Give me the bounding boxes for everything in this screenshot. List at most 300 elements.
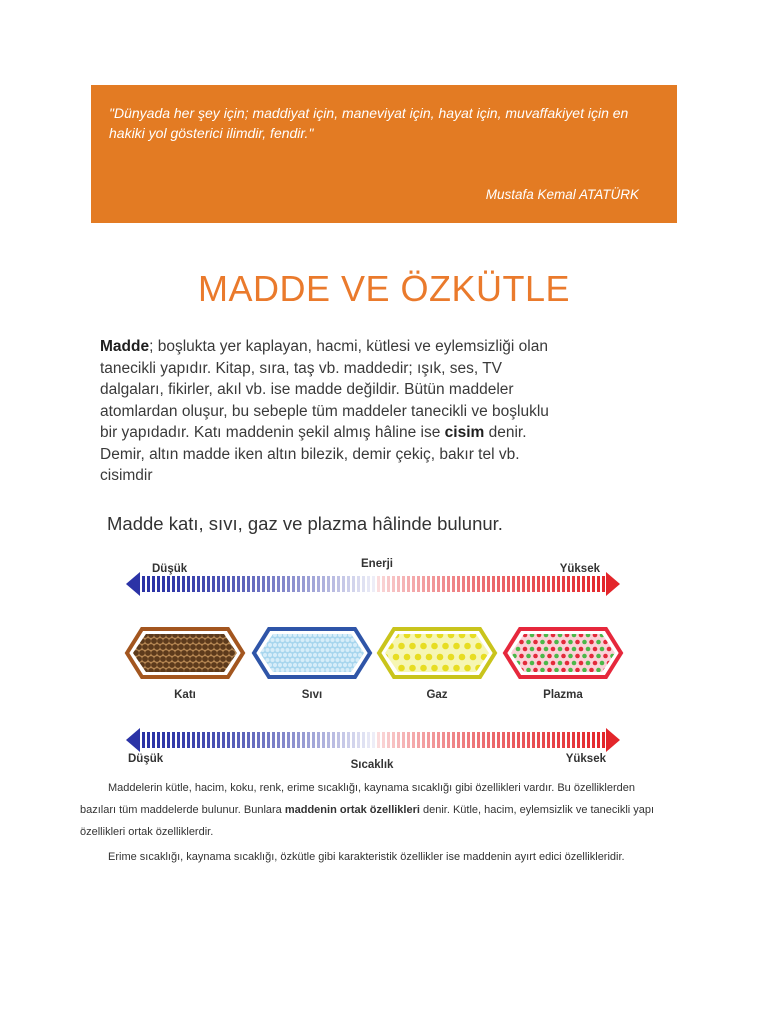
state-kati-particle — [190, 656, 196, 662]
state-sivi-particle — [323, 663, 327, 667]
state-sivi-particle — [296, 658, 300, 662]
temperature-arrow-stripe — [537, 732, 540, 748]
state-sivi-particle — [288, 663, 292, 667]
state-kati-particle — [139, 650, 145, 656]
temperature-arrow-stripe — [522, 732, 525, 748]
energy-arrow-stripe — [587, 576, 590, 592]
temperature-arrow-stripe — [297, 732, 300, 748]
temperature-high-label: Yüksek — [565, 753, 606, 765]
energy-arrow-stripe — [597, 576, 600, 592]
temperature-arrow-stripe — [337, 732, 340, 748]
state-kati-particle — [214, 656, 220, 662]
state-plazma-particle — [596, 668, 601, 673]
temperature-arrow-stripe — [602, 732, 605, 748]
state-sivi-particle — [341, 658, 345, 662]
state-kati-particle — [217, 638, 223, 644]
state-shapes — [127, 629, 621, 677]
term-ortak-ozellikler: maddenin ortak özellikleri — [284, 804, 420, 816]
energy-arrow-stripe — [337, 576, 340, 592]
temperature-arrow-stripe — [462, 732, 465, 748]
energy-arrow-stripe — [377, 576, 380, 592]
state-kati-particle — [181, 662, 187, 668]
temperature-arrow-stripe — [362, 732, 365, 748]
state-sivi-particle — [318, 643, 322, 647]
state-sivi-particle — [333, 663, 337, 667]
energy-arrow-stripe — [542, 576, 545, 592]
state-sivi-particle — [306, 658, 310, 662]
state-sivi-particle — [283, 663, 287, 667]
temperature-arrow-stripe — [597, 732, 600, 748]
state-gaz-particle — [393, 654, 400, 661]
state-sivi-particle — [341, 638, 345, 642]
state-sivi-particle — [271, 658, 275, 662]
state-plazma-particle — [530, 647, 535, 652]
state-sivi-particle — [273, 643, 277, 647]
state-plazma-particle — [596, 654, 601, 659]
energy-arrow-stripe — [362, 576, 365, 592]
temperature-arrow-stripe — [507, 732, 510, 748]
para1-text-1: Maddelerin kütle, hacim, koku, renk, erime sıcaklığı, kaynama sıcaklığı gibi özellikleri vardır. Bu özelliklerden bazıları tüm maddelerde bulunur. Bunlara — [80, 782, 636, 816]
energy-arrow-stripe — [487, 576, 490, 592]
term-madde: Madde — [100, 338, 150, 355]
state-plazma-particle — [582, 654, 587, 659]
state-plazma-particle — [547, 654, 552, 659]
temperature-arrow-stripe — [237, 732, 240, 748]
energy-arrow-stripe — [367, 576, 370, 592]
state-sivi-particle — [306, 668, 310, 672]
state-sivi-particle — [271, 648, 275, 652]
temperature-arrow-stripe — [157, 732, 160, 748]
energy-arrow-stripe — [547, 576, 550, 592]
state-gaz-particle — [448, 654, 455, 661]
state-sivi-particle — [343, 643, 347, 647]
para1-text-2: denir. Kütle, hacim, eylemsizlik ve tanecikli yapı özellikleri ortak özelliklerdir. — [80, 804, 655, 838]
state-sivi-particle — [323, 643, 327, 647]
state-kati-particle — [142, 644, 148, 650]
state-kati-particle — [205, 650, 211, 656]
temperature-arrow-stripe — [552, 732, 555, 748]
state-kati-particle — [178, 656, 184, 662]
state-gaz-particle — [442, 643, 449, 650]
state-sivi-particle — [291, 658, 295, 662]
energy-arrow-stripe — [502, 576, 505, 592]
state-sivi-particle — [301, 638, 305, 642]
state-gaz-particle — [415, 654, 422, 661]
energy-arrow-stripe — [512, 576, 515, 592]
temperature-arrow-stripe — [457, 732, 460, 748]
energy-arrow-stripe — [202, 576, 205, 592]
state-plazma-particle — [593, 647, 598, 652]
state-kati-particle — [145, 650, 151, 656]
energy-arrow-stripe — [517, 576, 520, 592]
state-kati-particle — [169, 662, 175, 668]
state-sivi-particle — [266, 648, 270, 652]
energy-arrow-head-left — [126, 572, 140, 596]
temperature-arrow-stripe — [367, 732, 370, 748]
temperature-arrow-stripe — [557, 732, 560, 748]
temperature-arrow-stripe — [217, 732, 220, 748]
energy-arrow-stripe — [402, 576, 405, 592]
state-plazma-particle — [516, 647, 521, 652]
temperature-arrow-stripe — [282, 732, 285, 748]
temperature-arrow-stripe — [377, 732, 380, 748]
state-plazma-particle — [579, 661, 584, 666]
state-plazma-particle — [572, 661, 577, 666]
state-plazma-particle — [607, 647, 612, 652]
energy-arrow-stripe — [182, 576, 185, 592]
state-sivi-particle — [276, 658, 280, 662]
state-plazma-particle — [558, 647, 563, 652]
energy-arrow-stripe — [347, 576, 350, 592]
state-plazma-particle — [575, 654, 580, 659]
state-plazma-particle — [589, 668, 594, 673]
state-sivi-particle — [291, 648, 295, 652]
temperature-arrow-head-right — [606, 728, 620, 752]
temperature-arrow-stripe — [252, 732, 255, 748]
state-sivi-particle — [286, 648, 290, 652]
state-sivi-particle — [301, 658, 305, 662]
state-gaz-particle — [437, 654, 444, 661]
temperature-arrow-stripe — [517, 732, 520, 748]
state-sivi-particle — [321, 648, 325, 652]
state-sivi-particle — [348, 653, 352, 657]
energy-arrow-stripe — [462, 576, 465, 592]
temperature-arrow-stripe — [272, 732, 275, 748]
state-kati-particle — [196, 644, 202, 650]
state-sivi-particle — [328, 663, 332, 667]
state-gaz-particle — [426, 654, 433, 661]
state-sivi-particle — [263, 653, 267, 657]
energy-arrow-stripe — [227, 576, 230, 592]
state-plazma-particle — [586, 647, 591, 652]
temperature-arrow-stripe — [402, 732, 405, 748]
state-plazma-particle — [530, 661, 535, 666]
state-plazma-particle — [540, 654, 545, 659]
state-gaz-particle — [398, 643, 405, 650]
state-kati-particle — [178, 644, 184, 650]
state-gaz-particle — [431, 665, 438, 672]
temperature-arrow-stripe — [182, 732, 185, 748]
state-gaz-particle — [453, 665, 460, 672]
state-kati-particle — [187, 650, 193, 656]
temperature-arrow-stripe — [472, 732, 475, 748]
temperature-arrow-stripe — [192, 732, 195, 748]
temperature-arrow-stripe — [147, 732, 150, 748]
state-gaz-particle — [420, 643, 427, 650]
temperature-arrow-stripe — [142, 732, 145, 748]
state-kati-particle — [151, 662, 157, 668]
temperature-arrow-stripe — [227, 732, 230, 748]
temperature-arrow-stripe — [592, 732, 595, 748]
temperature-arrow-stripe — [412, 732, 415, 748]
state-sivi-particle — [296, 638, 300, 642]
state-plazma-particle — [533, 668, 538, 673]
state-sivi-particle — [313, 653, 317, 657]
temperature-arrow-stripe — [372, 732, 375, 748]
state-sivi-particle — [271, 638, 275, 642]
energy-arrow-stripe — [492, 576, 495, 592]
state-kati-particle — [166, 644, 172, 650]
state-plazma-particle — [554, 654, 559, 659]
state-kati-particle — [154, 644, 160, 650]
temperature-arrow-stripe — [247, 732, 250, 748]
energy-arrow-stripe — [262, 576, 265, 592]
state-gaz-particle — [409, 643, 416, 650]
state-plazma-particle — [568, 668, 573, 673]
energy-low-label: Düşük — [152, 563, 188, 575]
state-plazma-particle — [547, 668, 552, 673]
temperature-arrow-stripe — [427, 732, 430, 748]
quote-box — [91, 85, 677, 223]
temperature-arrow-stripe — [482, 732, 485, 748]
temperature-arrow-stripe — [212, 732, 215, 748]
energy-arrow-stripe — [312, 576, 315, 592]
state-sivi-particle — [286, 658, 290, 662]
temperature-arrow-stripe — [292, 732, 295, 748]
state-kati-particle — [202, 644, 208, 650]
state-kati-particle — [175, 650, 181, 656]
temperature-arrow-stripe — [452, 732, 455, 748]
energy-arrow-stripe — [162, 576, 165, 592]
temperature-arrow-stripe — [312, 732, 315, 748]
energy-arrow-stripe — [452, 576, 455, 592]
state-plazma-particle — [582, 640, 587, 645]
state-sivi-particle — [341, 668, 345, 672]
energy-arrow-stripe — [152, 576, 155, 592]
temperature-arrow-stripe — [232, 732, 235, 748]
energy-arrow-stripe — [392, 576, 395, 592]
state-gaz-particle — [404, 654, 411, 661]
state-kati-particle — [160, 644, 166, 650]
state-gaz-particle — [409, 665, 416, 672]
state-sivi-particle — [331, 648, 335, 652]
energy-arrow-stripe — [552, 576, 555, 592]
temperature-arrow-stripe — [342, 732, 345, 748]
temperature-arrow-stripe — [202, 732, 205, 748]
energy-arrow-stripe — [187, 576, 190, 592]
state-sivi-particle — [286, 638, 290, 642]
state-plazma-particle — [579, 647, 584, 652]
energy-arrow-stripe — [272, 576, 275, 592]
state-plazma-particle — [544, 647, 549, 652]
energy-arrow-stripe — [532, 576, 535, 592]
state-kati-particle — [163, 662, 169, 668]
energy-arrow-stripe — [357, 576, 360, 592]
temperature-arrow-stripe — [442, 732, 445, 748]
temperature-arrow-stripe — [527, 732, 530, 748]
state-plazma-particle — [526, 654, 531, 659]
temperature-arrow-stripe — [497, 732, 500, 748]
state-sivi-particle — [306, 638, 310, 642]
state-plazma-particle — [540, 668, 545, 673]
state-kati-particle — [199, 650, 205, 656]
temperature-arrow-stripe — [437, 732, 440, 748]
state-sivi-particle — [318, 653, 322, 657]
state-sivi-particle — [293, 653, 297, 657]
energy-arrow-head-right — [606, 572, 620, 596]
energy-arrow-stripe — [332, 576, 335, 592]
temperature-arrow-stripe — [357, 732, 360, 748]
state-kati-particle — [163, 638, 169, 644]
state-sivi-particle — [326, 638, 330, 642]
state-sivi-particle — [346, 638, 350, 642]
energy-arrow-stripe — [412, 576, 415, 592]
energy-arrow-stripe — [482, 576, 485, 592]
temperature-arrow-stripe — [392, 732, 395, 748]
state-sivi-particle — [336, 668, 340, 672]
state-sivi-particle — [281, 658, 285, 662]
intro-text-1: ; boşlukta yer kaplayan, hacmi, kütlesi ve eylemsizliği olan tanecikli yapıdır. Kitap, sıra, taş vb. maddedir; ışık, ses, TV dalgaları, fikirler, akıl vb. ise madde değildir. Bütün maddeler atomlardan oluşur, bu sebeple tüm maddeler tanecikli ve boşluklu bir yapıdadır. Katı maddenin şekil almış hâline ise — [100, 338, 549, 441]
state-kati-particle — [193, 662, 199, 668]
energy-arrow-stripe — [212, 576, 215, 592]
state-sivi-particle — [358, 653, 362, 657]
energy-arrow-stripe — [267, 576, 270, 592]
state-sivi-particle — [303, 653, 307, 657]
state-gaz-particle — [475, 643, 482, 650]
state-sivi-particle — [321, 638, 325, 642]
state-gaz-particle — [470, 654, 477, 661]
state-plazma-particle — [547, 640, 552, 645]
state-label-sivi: Sıvı — [301, 689, 323, 701]
state-plazma-particle — [526, 668, 531, 673]
state-sivi-particle — [343, 663, 347, 667]
state-gaz-particle — [464, 665, 471, 672]
state-kati-particle — [142, 656, 148, 662]
temperature-arrow-stripe — [407, 732, 410, 748]
state-plazma-particle — [565, 661, 570, 666]
state-sivi-particle — [328, 643, 332, 647]
state-plazma-particle — [572, 647, 577, 652]
state-kati-particle — [157, 650, 163, 656]
state-plazma-particle — [582, 668, 587, 673]
state-sivi-particle — [268, 653, 272, 657]
energy-arrow-stripe — [417, 576, 420, 592]
energy-arrow-stripe — [467, 576, 470, 592]
state-sivi-particle — [313, 663, 317, 667]
state-label-gaz: Gaz — [426, 689, 448, 701]
energy-arrow-stripe — [302, 576, 305, 592]
intro-paragraph — [100, 336, 570, 487]
state-sivi-particle — [281, 638, 285, 642]
state-sivi-particle — [338, 643, 342, 647]
state-plazma-particle — [554, 668, 559, 673]
energy-arrow-stripe — [447, 576, 450, 592]
energy-arrow-stripe — [382, 576, 385, 592]
state-sivi-particle — [323, 653, 327, 657]
state-plazma-particle — [565, 647, 570, 652]
state-sivi-particle — [353, 653, 357, 657]
state-kati-particle — [199, 638, 205, 644]
energy-arrow-stripe — [232, 576, 235, 592]
state-sivi-particle — [321, 668, 325, 672]
state-plazma-particle — [523, 661, 528, 666]
temperature-arrow-stripe — [587, 732, 590, 748]
state-plazma-particle — [593, 661, 598, 666]
state-kati-particle — [145, 662, 151, 668]
state-sivi-particle — [288, 653, 292, 657]
energy-arrow-stripe — [397, 576, 400, 592]
temperature-arrow-stripe — [257, 732, 260, 748]
energy-arrow-stripe — [437, 576, 440, 592]
state-kati-particle — [226, 644, 232, 650]
state-sivi-particle — [296, 648, 300, 652]
temperature-arrow-stripe — [187, 732, 190, 748]
state-plazma-particle — [519, 654, 524, 659]
state-sivi-particle — [301, 668, 305, 672]
energy-arrow-stripe — [342, 576, 345, 592]
state-sivi-particle — [278, 653, 282, 657]
quote-author: Mustafa Kemal ATATÜRK — [485, 187, 639, 202]
state-plazma-particle — [519, 640, 524, 645]
temperature-arrow-stripe — [267, 732, 270, 748]
state-sivi-particle — [321, 658, 325, 662]
state-sivi-particle — [308, 643, 312, 647]
state-sivi-particle — [273, 663, 277, 667]
temperature-arrow-stripe — [422, 732, 425, 748]
state-sivi-particle — [293, 663, 297, 667]
state-kati-particle — [193, 650, 199, 656]
state-plazma-particle — [551, 661, 556, 666]
temperature-arrow-stripe — [177, 732, 180, 748]
state-plazma-particle — [558, 661, 563, 666]
energy-arrow-stripe — [247, 576, 250, 592]
temperature-arrow-stripe — [347, 732, 350, 748]
state-kati-particle — [163, 650, 169, 656]
state-plazma-particle — [589, 640, 594, 645]
state-kati-particle — [211, 638, 217, 644]
state-sivi-particle — [336, 658, 340, 662]
state-kati-particle — [208, 656, 214, 662]
state-kati-particle — [151, 650, 157, 656]
state-label-kati: Katı — [174, 689, 196, 701]
energy-arrow-stripe — [472, 576, 475, 592]
temperature-arrow-stripe — [512, 732, 515, 748]
state-kati-particle — [169, 638, 175, 644]
state-kati-particle — [187, 638, 193, 644]
state-plazma-particle — [544, 661, 549, 666]
state-sivi-particle — [326, 648, 330, 652]
state-plazma-particle — [526, 640, 531, 645]
state-sivi-particle — [311, 668, 315, 672]
energy-arrow — [126, 572, 620, 596]
temperature-arrow-stripe — [242, 732, 245, 748]
state-sivi-particle — [276, 638, 280, 642]
state-plazma-particle — [603, 654, 608, 659]
state-sivi-particle — [316, 668, 320, 672]
state-sivi-particle — [313, 643, 317, 647]
temperature-arrow-stripe — [562, 732, 565, 748]
state-sivi-particle — [283, 653, 287, 657]
energy-arrow-stripe — [172, 576, 175, 592]
state-sivi-particle — [303, 643, 307, 647]
energy-arrow-stripe — [557, 576, 560, 592]
state-kati-particle — [229, 650, 235, 656]
state-kati-particle — [187, 662, 193, 668]
state-kati-particle — [205, 662, 211, 668]
state-gaz-particle — [464, 643, 471, 650]
state-sivi-particle — [328, 653, 332, 657]
state-sivi-particle — [331, 658, 335, 662]
energy-arrow-stripe — [277, 576, 280, 592]
state-sivi-particle — [343, 653, 347, 657]
energy-arrow-stripe — [572, 576, 575, 592]
state-kati-particle — [226, 656, 232, 662]
energy-arrow-stripe — [352, 576, 355, 592]
state-sivi-particle — [288, 643, 292, 647]
state-plazma-particle — [568, 654, 573, 659]
state-plazma-particle — [596, 640, 601, 645]
energy-arrow-stripe — [582, 576, 585, 592]
